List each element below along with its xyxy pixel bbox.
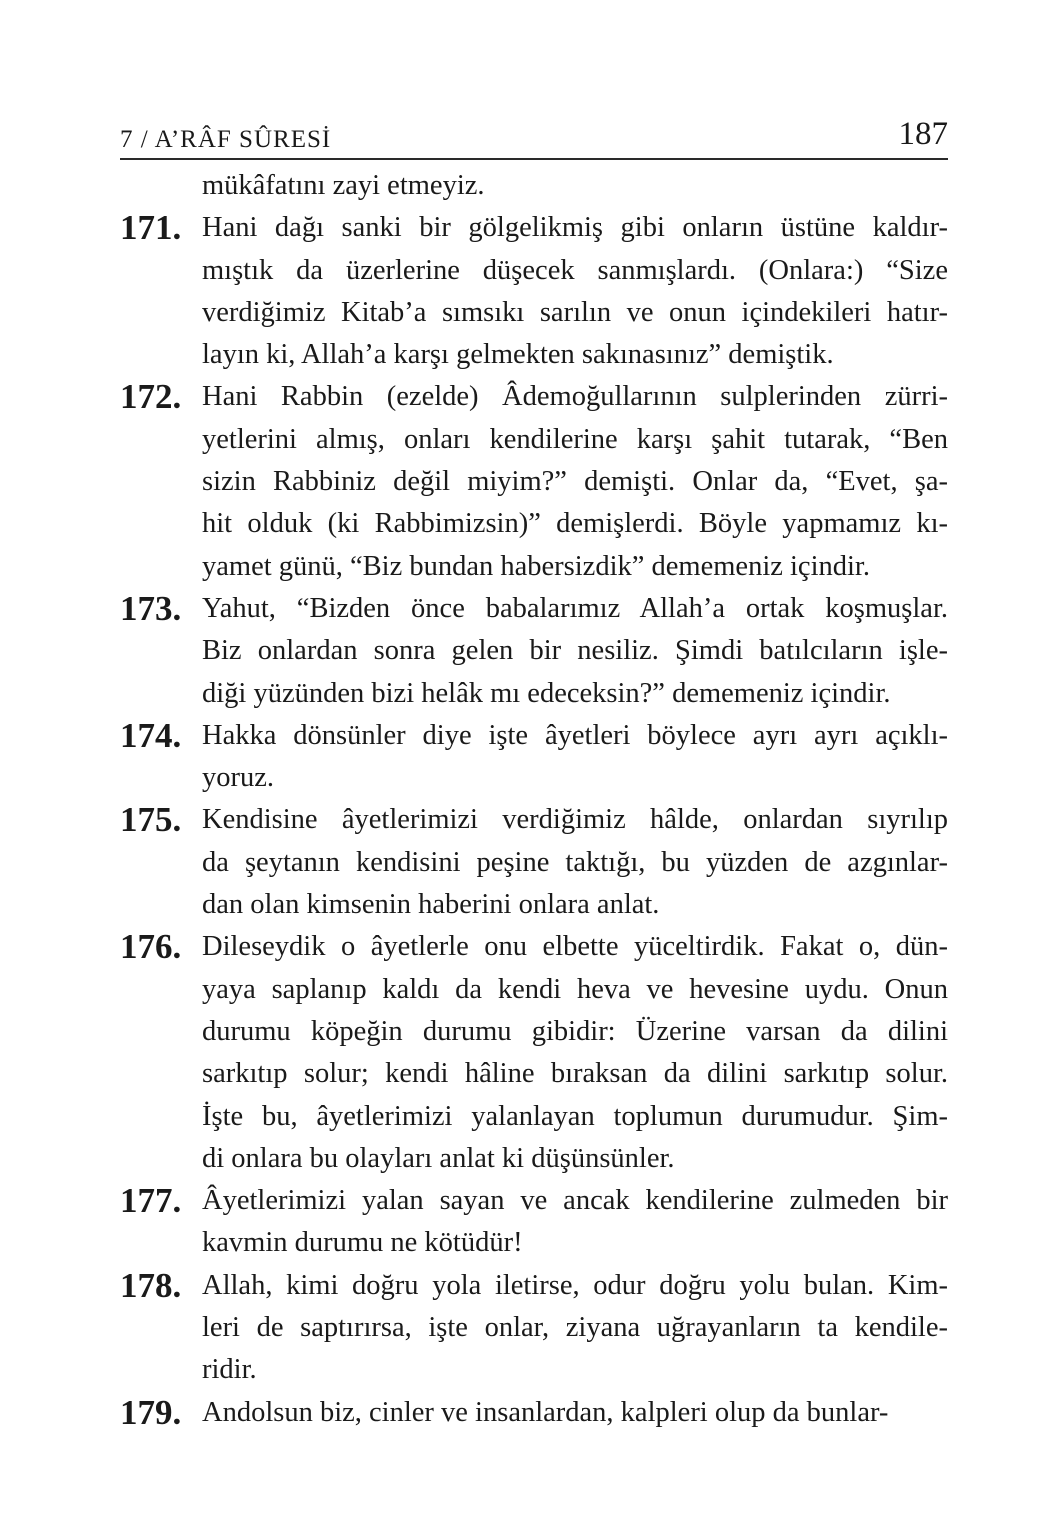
verse-line: dan olan kimsenin haberini onlara anlat. [202,889,660,921]
verse-line: yoruz. [202,762,275,794]
verse-block [120,588,948,715]
verse-line: yaya saplanıp kaldı da kendi heva ve hevesine uydu. Onun [202,973,948,1005]
verse-line: yetlerini almış, onları kendilerine karşı şahit tutarak, “Ben [202,423,948,455]
verse-number: 171. [120,208,182,248]
verse-number: 179. [120,1392,182,1432]
verse-line: mıştık da üzerlerine düşecek sanmışlardı. (Onlara:) “Size [202,254,948,286]
verse-line: Allah, kimi doğru yola iletirse, odur doğru yolu bulan. Kim- [202,1269,948,1301]
verse-line: Yahut, “Bizden önce babalarımız Allah’a ortak koşmuşlar. [202,592,948,624]
verse-line: da şeytanın kendisini peşine taktığı, bu yüzden de azgınlar- [202,846,948,878]
verse-line: leri de saptırırsa, işte onlar, ziyana uğrayanların ta kendile- [202,1312,948,1344]
verse-line: di onlara bu olayları anlat ki düşünsünler. [202,1142,675,1174]
verse-block [120,207,948,376]
verse-line: layın ki, Allah’a karşı gelmekten sakınasınız” demiştik. [202,339,834,371]
continuation-text: mükâfatını zayi etmeyiz. [202,170,485,201]
verse-block [120,715,948,800]
verse-number: 173. [120,588,182,628]
verse-line: Hani Rabbin (ezelde) Âdemoğullarının sulplerinden zürri- [202,381,948,413]
surah-title: 7 / A’RÂF SÛRESİ [120,126,332,153]
verse-line: yamet günü, “Biz bundan habersizdik” dememeniz içindir. [202,550,870,582]
verse-line: sizin Rabbiniz değil miyim?” demişti. Onlar da, “Evet, şa- [202,466,948,498]
verse-line: kavmin durumu ne kötüdür! [202,1227,523,1259]
verse-block [120,799,948,926]
verse-line: Andolsun biz, cinler ve insanlardan, kalpleri olup da bunlar- [202,1396,889,1428]
verse-block [120,376,948,587]
verse-line: Biz onlardan sonra gelen bir nesiliz. Şimdi batılcıların işle- [202,635,948,667]
verse-line: Kendisine âyetlerimizi verdiğimiz hâlde, onlardan sıyrılıp [202,804,948,836]
verse-line: Hani dağı sanki bir gölgelikmiş gibi onların üstüne kaldır- [202,212,948,244]
verse-line: sarkıtıp solur; kendi hâline bıraksan da dilini sarkıtıp solur. [202,1058,948,1090]
verse-number: 172. [120,377,182,417]
verse-line: durumu köpeğin durumu gibidir: Üzerine varsan da dilini [202,1015,948,1047]
verse-line: hit olduk (ki Rabbimizsin)” demişlerdi. Böyle yapmamız kı- [202,508,948,540]
page-number: 187 [898,116,948,152]
verse-number: 176. [120,927,182,967]
verse-line: İşte bu, âyetlerimizi yalanlayan toplumun durumudur. Şim- [202,1100,948,1132]
verse-number: 174. [120,715,182,755]
verse-line: Dileseydik o âyetlerle onu elbette yüceltirdik. Fakat o, dün- [202,931,948,963]
verse-line: ridir. [202,1354,257,1386]
verse-content [120,165,948,1434]
verse-line: Hakka dönsünler diye işte âyetleri böylece ayrı ayrı açıklı- [202,719,948,751]
verse-line: verdiğimiz Kitab’a sımsıkı sarılın ve onun içindekileri hatır- [202,296,948,328]
page-header [120,112,948,160]
verse-block [120,1180,948,1265]
verse-line: diği yüzünden bizi helâk mı edeceksin?” dememeniz içindir. [202,677,891,709]
verse-block [120,926,948,1180]
verse-block [120,1392,948,1434]
verse-block [120,1265,948,1392]
verse-number: 175. [120,800,182,840]
verse-number: 177. [120,1181,182,1221]
verse-line: Âyetlerimizi yalan sayan ve ancak kendilerine zulmeden bir [202,1185,948,1217]
verse-number: 178. [120,1265,182,1305]
